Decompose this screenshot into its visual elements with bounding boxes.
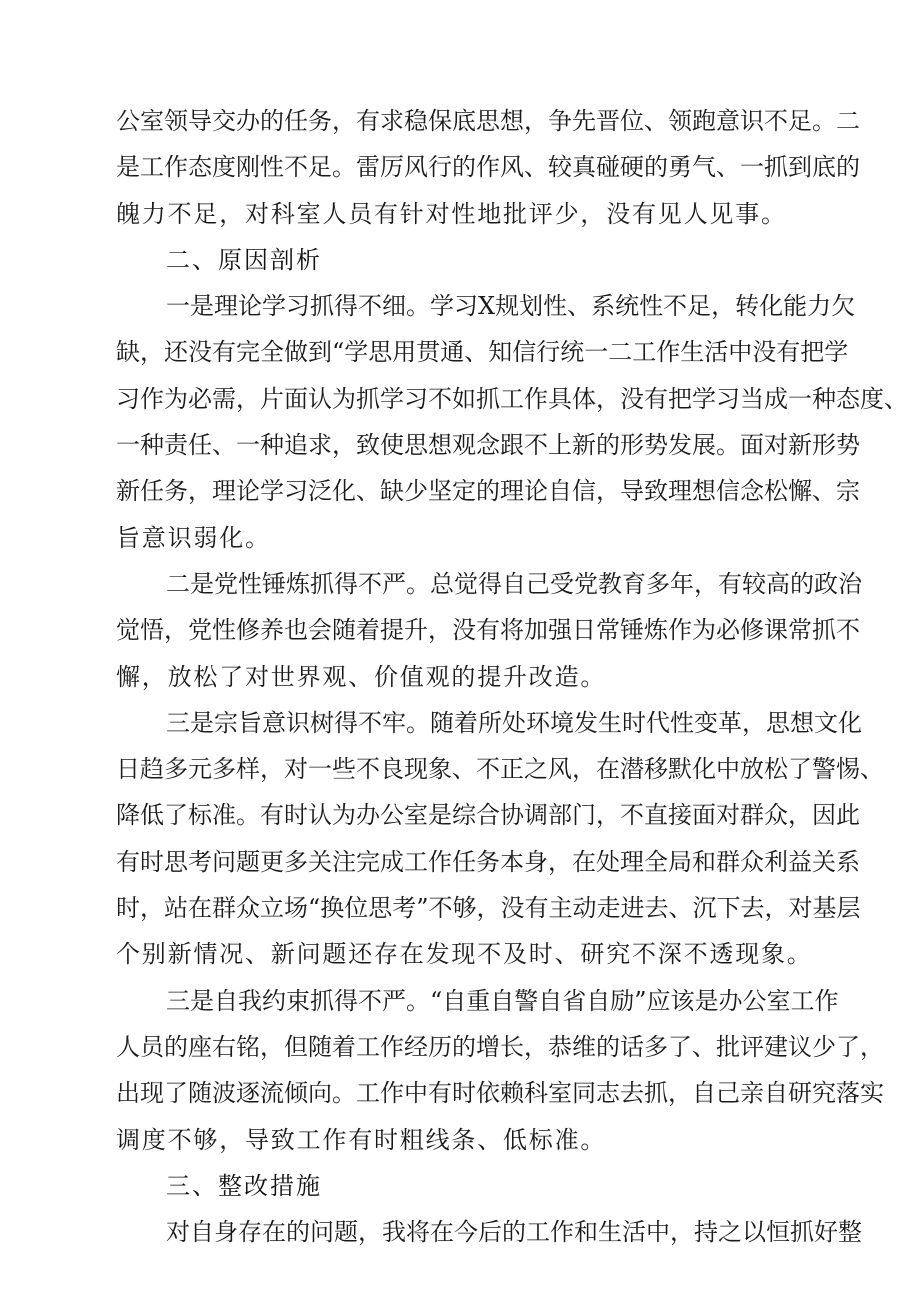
paragraph-line: 新任务，理论学习泛化、缺少坚定的理论自信，导致理想信念松懈、宗	[116, 477, 860, 506]
paragraph-line: 旨意识弱化。	[116, 523, 271, 552]
paragraph-line: 缺，还没有完全做到“学思用贯通、知信行统一二工作生活中没有把学	[116, 338, 849, 367]
section-heading-rectification: 三、整改措施	[166, 1171, 322, 1200]
paragraph-line: 个别新情况、新问题还存在发现不及时、研究不深不透现象。	[116, 940, 813, 969]
section-heading-cause-analysis: 二、原因剖析	[166, 245, 322, 274]
paragraph-line: 三是宗旨意识树得不牢。随着所处环境发生时代性变革，思想文化	[166, 708, 862, 737]
paragraph-line: 日趋多元多样，对一些不良现象、不正之风，在潜移默化中放松了警惕、	[116, 755, 884, 784]
paragraph-line: 一种责任、一种追求，致使思想观念跟不上新的形势发展。面对新形势	[116, 431, 860, 460]
paragraph-line: 二是党性锤炼抓得不严。总觉得自己受党教育多年，有较高的政治	[166, 569, 862, 598]
paragraph-line: 觉悟，党性修养也会随着提升，没有将加强日常锤炼作为必修课常抓不	[116, 616, 860, 645]
rectification-paragraph	[116, 1209, 862, 1255]
paragraph-line: 有时思考问题更多关注完成工作任务本身，在处理全局和群众利益关系	[116, 847, 860, 876]
paragraph-line: 三是自我约束抓得不严。“自重自警自省自励”应该是办公室工作	[166, 986, 839, 1015]
intro-line-3: 魄力不足，对科室人员有针对性地批评少，没有见人见事。	[116, 199, 787, 228]
intro-line-2: 是工作态度刚性不足。雷厉风行的作风、较真碰硬的勇气、一抓到底的	[116, 153, 860, 182]
paragraph-line: 一是理论学习抓得不细。学习X规划性、系统性不足，转化能力欠	[166, 292, 856, 321]
intro-paragraph	[116, 98, 860, 237]
paragraph-line: 懈，放松了对世界观、价值观的提升改造。	[116, 662, 607, 691]
paragraph-line: 习作为必需，片面认为抓学习不如抓工作具体，没有把学习当成一种态度、	[116, 384, 908, 413]
document-page	[116, 98, 908, 1255]
paragraph-line: 时，站在群众立场“换位思考”不够，没有主动走进去、沉下去，对基层	[116, 894, 861, 923]
paragraph-line: 对自身存在的问题，我将在今后的工作和生活中，持之以恒抓好整	[166, 1218, 862, 1247]
cause-paragraph-theory-study	[116, 283, 908, 561]
intro-line-1: 公室领导交办的任务，有求稳保底思想，争先晋位、领跑意识不足。二	[116, 107, 860, 135]
paragraph-line: 人员的座右铭，但随着工作经历的增长，恭维的话多了、批评建议少了，	[116, 1032, 884, 1061]
paragraph-line: 降低了标准。有时认为办公室是综合协调部门，不直接面对群众，因此	[116, 801, 860, 830]
cause-paragraph-purpose-awareness	[116, 700, 884, 978]
cause-paragraph-self-discipline	[116, 978, 884, 1163]
cause-paragraph-party-spirit	[116, 561, 862, 700]
paragraph-line: 调度不够，导致工作有时粗线条、低标准。	[116, 1125, 607, 1154]
paragraph-line: 出现了随波逐流倾向。工作中有时依赖科室同志去抓，自己亲自研究落实	[116, 1079, 884, 1108]
